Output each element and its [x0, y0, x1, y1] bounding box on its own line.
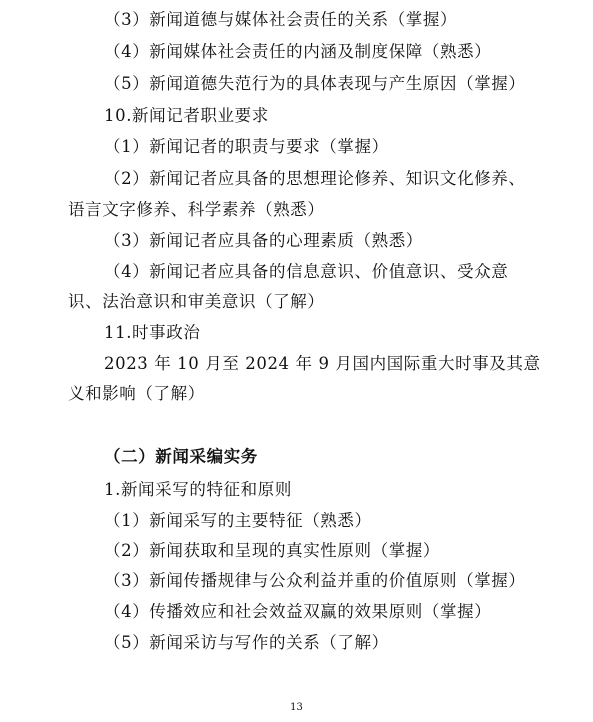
text-line: （3）新闻道德与媒体社会责任的关系（掌握） — [104, 10, 458, 29]
text-line: 语言文字修养、科学素养（熟悉） — [68, 200, 325, 219]
text-line: （2）新闻记者应具备的思想理论修养、知识文化修养、 — [104, 169, 526, 188]
text-line: 识、法治意识和审美意识（了解） — [68, 292, 325, 311]
text-line: （5）新闻采访与写作的关系（了解） — [104, 633, 389, 652]
section-heading: 10.新闻记者职业要求 — [104, 106, 269, 125]
text-line: （1）新闻记者的职责与要求（掌握） — [104, 137, 389, 156]
text-line: （4）传播效应和社会效益双赢的效果原则（掌握） — [104, 602, 492, 621]
text-line: 2023 年 10 月至 2024 年 9 月国内国际重大时事及其意 — [104, 354, 541, 373]
text-line: （1）新闻采写的主要特征（熟悉） — [104, 511, 372, 530]
page-number: 13 — [290, 702, 303, 713]
text-line: （2）新闻获取和呈现的真实性原则（掌握） — [104, 541, 440, 560]
section-heading: 1.新闻采写的特征和原则 — [104, 480, 292, 499]
text-line: （4）新闻媒体社会责任的内涵及制度保障（熟悉） — [104, 42, 492, 61]
text-line: （4）新闻记者应具备的信息意识、价值意识、受众意 — [104, 262, 509, 281]
text-line: （3）新闻传播规律与公众利益并重的价值原则（掌握） — [104, 571, 526, 590]
text-line: （3）新闻记者应具备的心理素质（熟悉） — [104, 231, 423, 250]
text-line: （5）新闻道德失范行为的具体表现与产生原因（掌握） — [104, 74, 526, 93]
chapter-heading: （二）新闻采编实务 — [104, 447, 258, 466]
section-heading: 11.时事政治 — [104, 323, 201, 342]
text-line: 义和影响（了解） — [68, 384, 205, 403]
